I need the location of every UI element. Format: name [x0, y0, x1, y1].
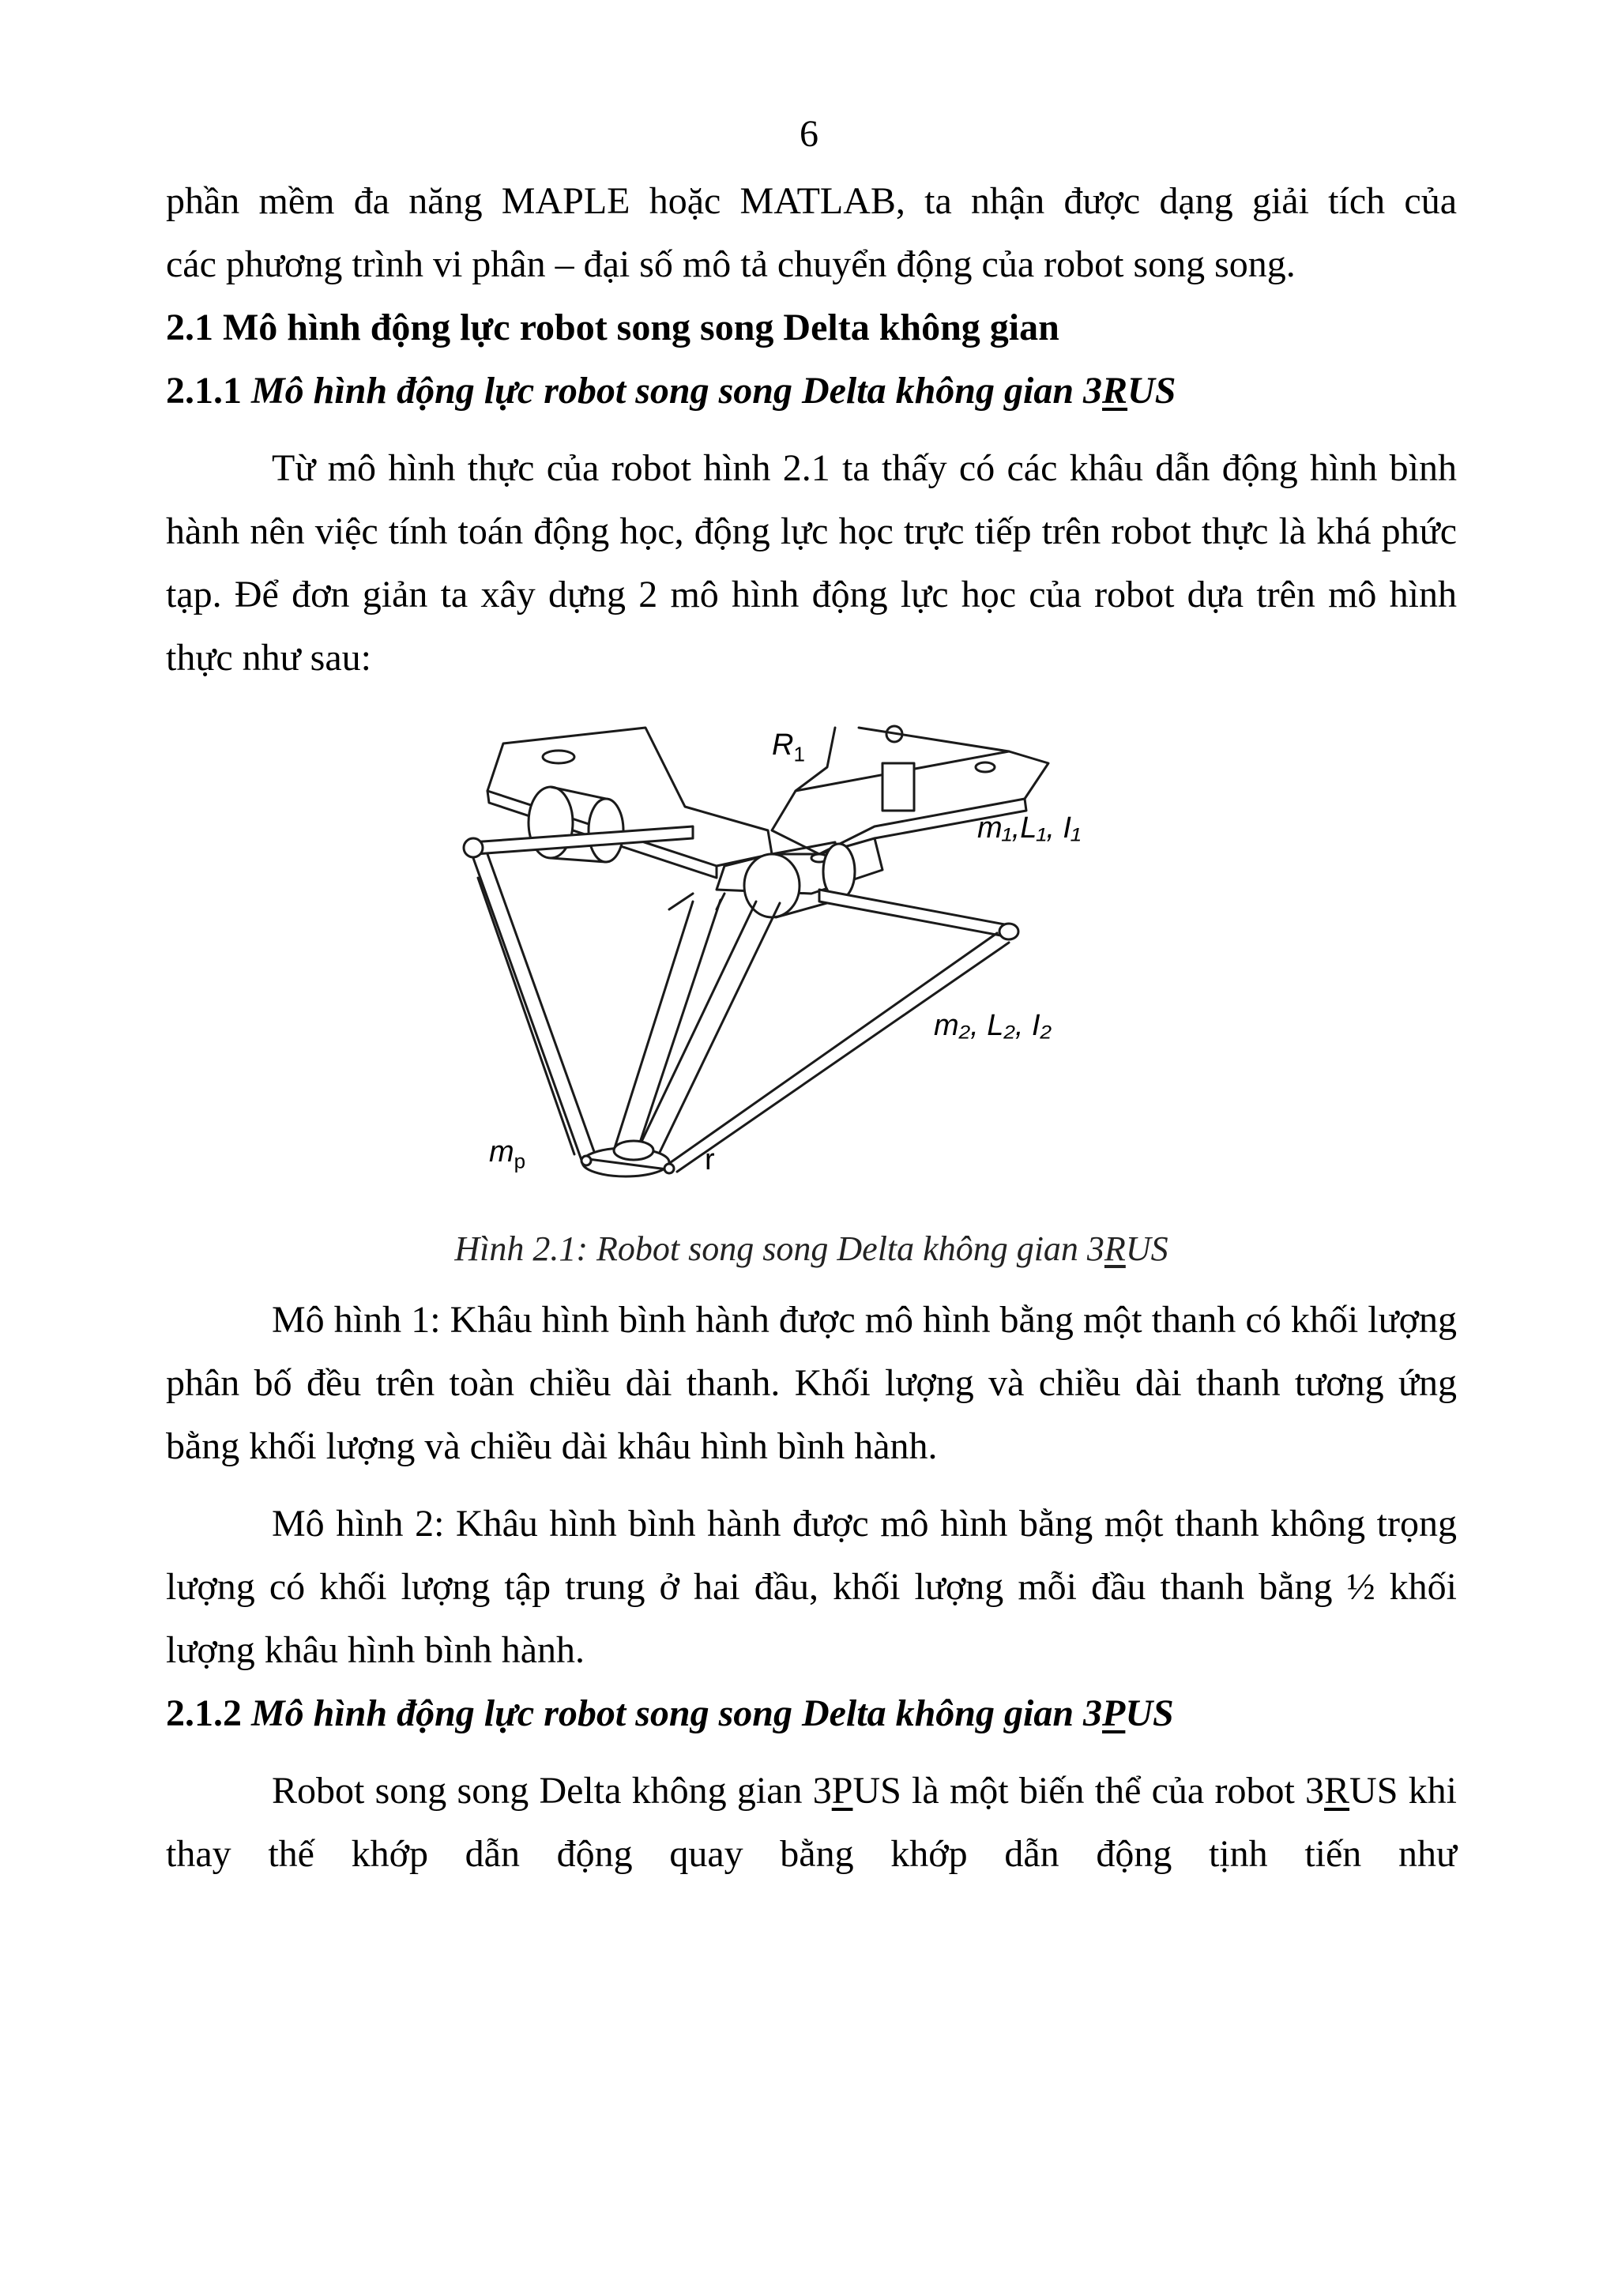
section-2-1-1-paragraph: Từ mô hình thực của robot hình 2.1 ta thấy có các khâu dẫn động hình bình hành nên việc tính toán động học, động lực học trực tiếp trên robot thực là khá phức tạp. Để đơn giản ta xây dựng 2 mô hình động lực học của robot dựa trên mô hình thực như sau: [166, 447, 1457, 679]
delta-robot-figure [456, 696, 1167, 1202]
page-number: 6 [800, 113, 818, 155]
section-2-1-2-title: Mô hình động lực robot song song Delta không gian 3PUS [251, 1692, 1174, 1734]
page-content [166, 170, 1457, 1886]
platform-mass-label: $m_p$ [489, 1135, 526, 1173]
section-2-1-1-heading [166, 359, 1457, 423]
intro-line-2: các phương trình vi phân – đại số mô tả chuyển động của robot song song. [166, 243, 1296, 285]
section-2-1-2-paragraph: Robot song song Delta không gian 3PUS là một biến thể của robot 3RUS khi thay thế khớp dẫn động quay bằng khớp dẫn động tịnh tiến như [166, 1770, 1457, 1875]
platform-radius-label: r [705, 1143, 715, 1176]
model-2-paragraph: Mô hình 2: Khâu hình bình hành được mô hình bằng một thanh không trọng lượng có khối lượng tập trung ở hai đầu, khối lượng mỗi đầu thanh bằng ½ khối lượng khâu hình bình hành. [166, 1503, 1457, 1671]
delta-robot-drawing [456, 696, 1167, 1202]
section-2-1-2-number: 2.1.2 [166, 1692, 242, 1734]
lower-arm-label: m₂, L₂, I₂ [934, 1009, 1052, 1042]
intro-line-1: phần mềm đa năng MAPLE hoặc MATLAB, ta nhận được dạng giải tích của [166, 180, 1457, 222]
section-2-1-1-title: Mô hình động lực robot song song Delta không gian 3RUS [251, 370, 1176, 412]
figure-caption: Hình 2.1: Robot song song Delta không gian 3RUS [454, 1229, 1168, 1268]
model-1-paragraph: Mô hình 1: Khâu hình bình hành được mô hình bằng một thanh có khối lượng phân bố đều trên toàn chiều dài thanh. Khối lượng và chiều dài thanh tương ứng bằng khối lượng và chiều dài khâu hình bình hành. [166, 1299, 1457, 1467]
section-2-1-1-number: 2.1.1 [166, 370, 242, 412]
section-2-1-2-heading [166, 1682, 1457, 1745]
upper-arm-label: m₁,L₁, I₁ [977, 811, 1081, 845]
r1-label: $R_1$ [772, 728, 805, 766]
section-2-1-heading: 2.1 Mô hình động lực robot song song Delta không gian [166, 307, 1059, 348]
